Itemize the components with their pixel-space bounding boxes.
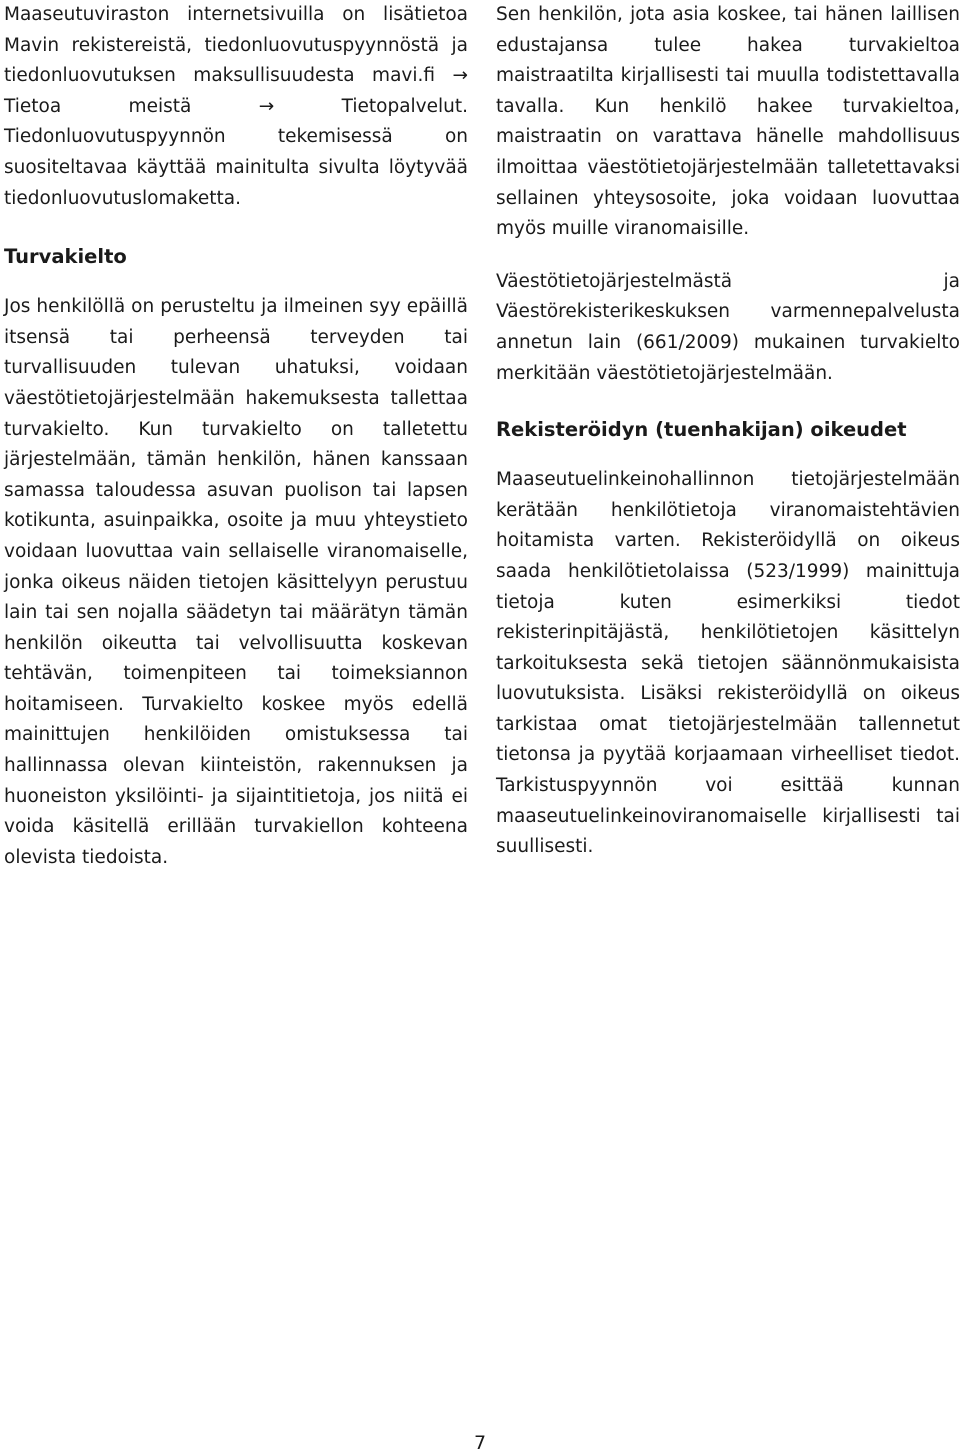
left-column [4,0,468,873]
right-column [496,0,960,863]
turvakielto-paragraph: Jos henkilöllä on perusteltu ja ilmeinen syy epäillä itsensä tai perheensä terveyden tai turvallisuuden tulevan uhatuksi, voidaan väestötietojärjestelmään hakemuksesta tallettaa turvakielto. Kun turvakielto on talletettu järjestelmään, tämän henkilön, hänen kanssaan samassa taloudessa asuvan puolison tai lapsen kotikunta, asuinpaikka, osoite ja muu yhteystieto voidaan luovuttaa vain sellaiselle viranomaiselle, jonka oikeus näiden tietojen käsittelyyn perustuu lain tai sen nojalla säädetyn tai määrätyn tämän henkilön oikeutta tai velvollisuutta koskevan tehtävän, toimenpiteen tai toimeksiannon hoitamiseen. Turvakielto koskee myös edellä mainittujen henkilöiden omistuksessa tai hallinnassa olevan kiinteistön, rakennuksen ja huoneiston yksilöinti- ja sijaintitietoja, jos niitä ei voida käsitellä erillään turvakiellon kohteena olevista tiedoista. [4,296,468,868]
rekisteroidyn-oikeudet-paragraph: Maaseutuelinkeinohallinnon tietojärjestelmään kerätään henkilötietoja viranomaistehtävien hoitamista varten. Rekisteröidyllä on oikeus saada henkilötietolaissa (523/1999) mainittuja tietoja kuten esimerkiksi tiedot rekisterinpitäjästä, henkilötietojen käsittelyn tarkoituksesta sekä tietojen säännönmukaisista luovutuksista. Lisäksi rekisteröidyllä on oikeus tarkistaa omat tietojärjestelmään tallennetut tietonsa ja pyytää korjaamaan virheelliset tiedot. Tarkistuspyynnön voi esittää kunnan maaseutuelinkeinoviranomaiselle kirjallisesti tai suullisesti. [496,469,960,858]
section-heading-turvakielto: Turvakielto [4,245,127,269]
intro-paragraph: Maaseutuviraston internetsivuilla on lisätietoa Mavin rekistereistä, tiedonluovutuspyynnöstä ja tiedonluovutuksen maksullisuudesta mavi.fi → Tietoa meistä → Tietopalvelut. Tiedonluovutuspyynnön tekemisessä on suositeltavaa käyttää mainitulta sivulta löytyvää tiedonluovutuslomaketta. [4,4,468,209]
turvakielto-continued-paragraph: Sen henkilön, jota asia koskee, tai hänen laillisen edustajansa tulee hakea turvakieltoa maistraatilta kirjallisesti tai muulla todistettavalla tavalla. Kun henkilö hakee turvakieltoa, maistraatin on varattava hänelle mahdollisuus ilmoittaa väestötietojärjestelmään talletettavaksi sellainen yhteysosoite, joka voidaan luovuttaa myös muille viranomaisille. [496,4,960,240]
page-number: 7 [473,1432,487,1454]
section-heading-rekisteroidyn-oikeudet: Rekisteröidyn (tuenhakijan) oikeudet [496,418,907,442]
vaestotieto-paragraph: Väestötietojärjestelmästä ja Väestörekisterikeskuksen varmennepalvelusta annetun lain (661/2009) mukainen turvakielto merkitään väestötietojärjestelmään. [496,270,960,384]
